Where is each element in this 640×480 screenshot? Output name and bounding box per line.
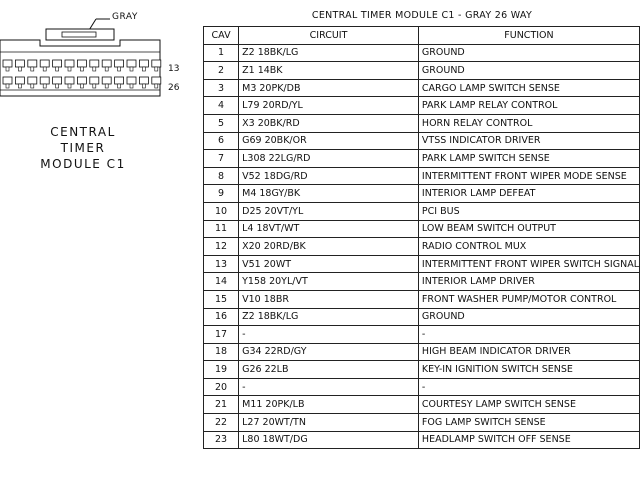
table-row bbox=[204, 238, 640, 256]
function-cell: INTERMITTENT FRONT WIPER MODE SENSE bbox=[418, 167, 639, 185]
pin-terminal bbox=[6, 67, 9, 71]
function-cell: INTERIOR LAMP DRIVER bbox=[418, 273, 639, 291]
circuit-cell: L79 20RD/YL bbox=[239, 97, 419, 115]
cav-cell: 2 bbox=[204, 62, 239, 80]
header-cav: CAV bbox=[204, 27, 239, 45]
cav-cell: 6 bbox=[204, 132, 239, 150]
circuit-cell: X3 20BK/RD bbox=[239, 114, 419, 132]
table-row bbox=[204, 167, 640, 185]
function-cell: CARGO LAMP SWITCH SENSE bbox=[418, 79, 639, 97]
table-row bbox=[204, 132, 640, 150]
connector-name bbox=[18, 124, 148, 172]
cav-cell: 19 bbox=[204, 361, 239, 379]
pin-terminal bbox=[80, 84, 83, 88]
pin-terminal bbox=[105, 84, 108, 88]
function-cell: GROUND bbox=[418, 44, 639, 62]
pin-cavity bbox=[28, 77, 37, 84]
pin-terminal bbox=[6, 84, 9, 88]
pin-cavity bbox=[139, 77, 148, 84]
cav-cell: 22 bbox=[204, 414, 239, 432]
cav-cell: 17 bbox=[204, 326, 239, 344]
pin-terminal bbox=[130, 84, 133, 88]
table-row bbox=[204, 255, 640, 273]
pin-terminal bbox=[43, 67, 46, 71]
table-row bbox=[204, 431, 640, 449]
circuit-cell: L308 22LG/RD bbox=[239, 150, 419, 168]
pin-cavity bbox=[15, 77, 24, 84]
cav-cell: 5 bbox=[204, 114, 239, 132]
circuit-cell: Z2 18BK/LG bbox=[239, 44, 419, 62]
circuit-cell: D25 20VT/YL bbox=[239, 202, 419, 220]
pin-cavity bbox=[53, 60, 62, 67]
connector-name-line-2: TIMER bbox=[60, 141, 106, 155]
table-row bbox=[204, 378, 640, 396]
pin-terminal bbox=[142, 67, 145, 71]
connector-name-line-1: CENTRAL bbox=[50, 125, 116, 139]
pin-terminal bbox=[18, 67, 21, 71]
function-cell: FOG LAMP SWITCH SENSE bbox=[418, 414, 639, 432]
circuit-cell: M4 18GY/BK bbox=[239, 185, 419, 203]
table-header-row bbox=[204, 27, 640, 45]
cav-cell: 3 bbox=[204, 79, 239, 97]
pin-cavity bbox=[65, 77, 74, 84]
function-cell: PARK LAMP RELAY CONTROL bbox=[418, 97, 639, 115]
function-cell: PCI BUS bbox=[418, 202, 639, 220]
pin-cavity bbox=[3, 60, 12, 67]
pin-terminal bbox=[130, 67, 133, 71]
table-row bbox=[204, 273, 640, 291]
table-row bbox=[204, 414, 640, 432]
function-cell: VTSS INDICATOR DRIVER bbox=[418, 132, 639, 150]
pin-terminal bbox=[43, 84, 46, 88]
connector-name-line-3: MODULE C1 bbox=[40, 157, 126, 171]
cav-cell: 11 bbox=[204, 220, 239, 238]
function-cell: HEADLAMP SWITCH OFF SENSE bbox=[418, 431, 639, 449]
circuit-cell: G34 22RD/GY bbox=[239, 343, 419, 361]
function-cell: HORN RELAY CONTROL bbox=[418, 114, 639, 132]
pin-terminal bbox=[105, 67, 108, 71]
cav-cell: 9 bbox=[204, 185, 239, 203]
pin-row-label-top: 13 bbox=[168, 64, 180, 74]
cav-cell: 21 bbox=[204, 396, 239, 414]
pin-cavity bbox=[90, 60, 99, 67]
table-row bbox=[204, 185, 640, 203]
cav-cell: 13 bbox=[204, 255, 239, 273]
circuit-cell: G69 20BK/OR bbox=[239, 132, 419, 150]
table-row bbox=[204, 220, 640, 238]
cav-cell: 12 bbox=[204, 238, 239, 256]
pin-cavity bbox=[40, 60, 49, 67]
cav-cell: 8 bbox=[204, 167, 239, 185]
circuit-cell: Y158 20YL/VT bbox=[239, 273, 419, 291]
circuit-cell: V52 18DG/RD bbox=[239, 167, 419, 185]
pin-cavity bbox=[139, 60, 148, 67]
pin-terminal bbox=[68, 67, 71, 71]
table-row bbox=[204, 150, 640, 168]
table-body bbox=[204, 44, 640, 449]
pin-cavity bbox=[152, 77, 161, 84]
circuit-cell: L80 18WT/DG bbox=[239, 431, 419, 449]
table-row bbox=[204, 396, 640, 414]
pin-cavity bbox=[115, 60, 124, 67]
function-cell: INTERIOR LAMP DEFEAT bbox=[418, 185, 639, 203]
pin-terminal bbox=[118, 67, 121, 71]
pin-cavity bbox=[102, 60, 111, 67]
cav-cell: 18 bbox=[204, 343, 239, 361]
table-title: CENTRAL TIMER MODULE C1 - GRAY 26 WAY bbox=[311, 10, 533, 21]
pin-terminal bbox=[118, 84, 121, 88]
function-cell: LOW BEAM SWITCH OUTPUT bbox=[418, 220, 639, 238]
pin-terminal bbox=[80, 67, 83, 71]
cav-cell: 16 bbox=[204, 308, 239, 326]
cav-cell: 14 bbox=[204, 273, 239, 291]
circuit-cell: X20 20RD/BK bbox=[239, 238, 419, 256]
pin-cavity bbox=[152, 60, 161, 67]
table-row bbox=[204, 343, 640, 361]
circuit-cell: Z1 14BK bbox=[239, 62, 419, 80]
header-function: FUNCTION bbox=[418, 27, 639, 45]
function-cell: GROUND bbox=[418, 62, 639, 80]
cav-cell: 1 bbox=[204, 44, 239, 62]
connector-color-label: GRAY bbox=[112, 12, 138, 22]
table-row bbox=[204, 79, 640, 97]
circuit-cell: G26 22LB bbox=[239, 361, 419, 379]
table-row bbox=[204, 202, 640, 220]
circuit-cell: V51 20WT bbox=[239, 255, 419, 273]
cav-cell: 4 bbox=[204, 97, 239, 115]
table-row bbox=[204, 308, 640, 326]
table-row bbox=[204, 97, 640, 115]
pin-cavity bbox=[40, 77, 49, 84]
pin-cavity bbox=[15, 60, 24, 67]
table-row bbox=[204, 290, 640, 308]
cav-cell: 7 bbox=[204, 150, 239, 168]
function-cell: RADIO CONTROL MUX bbox=[418, 238, 639, 256]
pin-cavity bbox=[77, 77, 86, 84]
pin-terminal bbox=[93, 84, 96, 88]
table-row bbox=[204, 44, 640, 62]
function-cell: HIGH BEAM INDICATOR DRIVER bbox=[418, 343, 639, 361]
pin-terminal bbox=[18, 84, 21, 88]
pin-cavity bbox=[102, 77, 111, 84]
circuit-cell: V10 18BR bbox=[239, 290, 419, 308]
cav-cell: 15 bbox=[204, 290, 239, 308]
cav-cell: 23 bbox=[204, 431, 239, 449]
circuit-cell: L27 20WT/TN bbox=[239, 414, 419, 432]
function-cell: GROUND bbox=[418, 308, 639, 326]
pin-terminal bbox=[56, 84, 59, 88]
pin-terminal bbox=[31, 84, 34, 88]
pin-terminal bbox=[93, 67, 96, 71]
pin-cavity bbox=[65, 60, 74, 67]
circuit-cell: Z2 18BK/LG bbox=[239, 308, 419, 326]
pin-terminal bbox=[155, 67, 158, 71]
table-row bbox=[204, 62, 640, 80]
pin-cavity bbox=[90, 77, 99, 84]
function-cell: - bbox=[418, 378, 639, 396]
table-row bbox=[204, 361, 640, 379]
pin-terminal bbox=[56, 67, 59, 71]
pin-terminal bbox=[155, 84, 158, 88]
cav-cell: 10 bbox=[204, 202, 239, 220]
pin-cavity bbox=[115, 77, 124, 84]
function-cell: INTERMITTENT FRONT WIPER SWITCH SIGNAL bbox=[418, 255, 639, 273]
pin-cavity bbox=[127, 77, 136, 84]
circuit-cell: M11 20PK/LB bbox=[239, 396, 419, 414]
function-cell: PARK LAMP SWITCH SENSE bbox=[418, 150, 639, 168]
function-cell: COURTESY LAMP SWITCH SENSE bbox=[418, 396, 639, 414]
pin-terminal bbox=[142, 84, 145, 88]
header-circuit: CIRCUIT bbox=[239, 27, 419, 45]
pin-cavity bbox=[28, 60, 37, 67]
pin-cavity bbox=[77, 60, 86, 67]
circuit-cell: L4 18VT/WT bbox=[239, 220, 419, 238]
pin-terminal bbox=[68, 84, 71, 88]
table-row bbox=[204, 326, 640, 344]
function-cell: - bbox=[418, 326, 639, 344]
circuit-cell: M3 20PK/DB bbox=[239, 79, 419, 97]
function-cell: KEY-IN IGNITION SWITCH SENSE bbox=[418, 361, 639, 379]
pin-cavity bbox=[127, 60, 136, 67]
pinout-table bbox=[203, 26, 640, 449]
pin-cavity bbox=[53, 77, 62, 84]
pin-terminal bbox=[31, 67, 34, 71]
circuit-cell: - bbox=[239, 378, 419, 396]
circuit-cell: - bbox=[239, 326, 419, 344]
pin-cavity bbox=[3, 77, 12, 84]
cav-cell: 20 bbox=[204, 378, 239, 396]
function-cell: FRONT WASHER PUMP/MOTOR CONTROL bbox=[418, 290, 639, 308]
table-row bbox=[204, 114, 640, 132]
pin-row-label-bottom: 26 bbox=[168, 83, 180, 93]
